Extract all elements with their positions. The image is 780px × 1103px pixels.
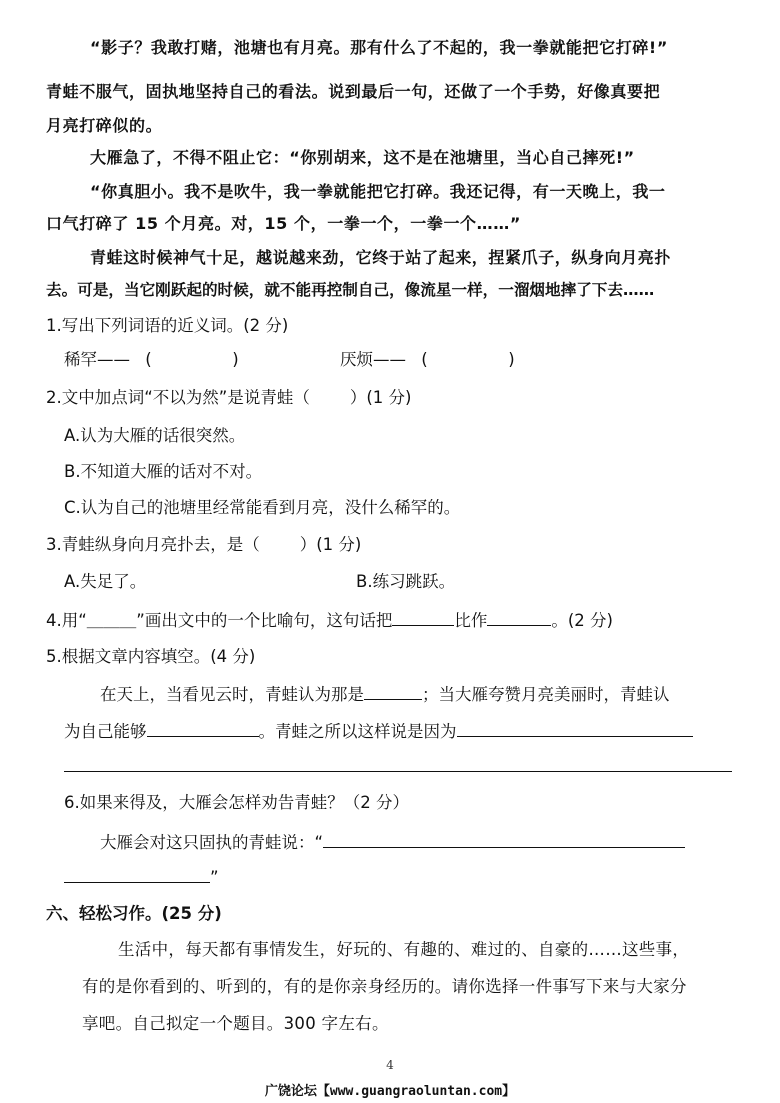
stem-text: 。青蛙之所以这样说是因为 (258, 722, 457, 741)
stem-text: 为自己能够 (64, 722, 147, 741)
close-quote: ” (210, 868, 219, 887)
question-1-words (340, 348, 515, 372)
answer-paren-open: ( (145, 350, 152, 369)
stem-text: ；当大雁夸赞月亮美丽时，青蛙认 (422, 685, 670, 704)
passage-line: “影子？我敢打赌，池塘也有月亮。那有什么了不起的，我一拳就能把它打碎!” (90, 38, 668, 57)
question-1-words (64, 348, 239, 372)
option-b: B.不知道大雁的话对不对。 (64, 462, 263, 481)
section-heading: 六、轻松习作。(25 分) (46, 904, 222, 923)
answer-blank[interactable] (64, 864, 210, 883)
question-2-stem (46, 386, 411, 410)
page-number: 4 (386, 1058, 394, 1072)
option-b: B.练习跳跃。 (356, 572, 456, 591)
stem-text: 2.文中加点词“不以为然”是说青蛙（ (46, 388, 310, 407)
prompt-line: 有的是你看到的、听到的，有的是你亲身经历的。请你选择一件事写下来与大家分 (82, 977, 687, 996)
answer-line[interactable] (64, 771, 732, 772)
stem-text: ）(1 分) (299, 535, 362, 554)
answer-blank[interactable] (457, 718, 693, 737)
answer-paren-close: ) (508, 350, 515, 369)
stem-text: 3.青蛙纵身向月亮扑去，是（ (46, 535, 260, 554)
passage-line: 大雁急了，不得不阻止它：“你别胡来，这不是在池塘里，当心自己摔死!” (90, 148, 635, 167)
passage-line: 去。可是，当它刚跃起的时候，就不能再控制自己，像流星一样，一溜烟地摔了下去…… (46, 281, 655, 299)
question-6-stem: 6.如果来得及，大雁会怎样劝告青蛙？（2 分） (64, 793, 409, 812)
stem-text: 4.用“ (46, 611, 87, 630)
stem-text: 比作 (454, 611, 488, 630)
word-label: 厌烦—— (340, 350, 406, 369)
option-a: A.失足了。 (64, 572, 147, 591)
answer-paren-open: ( (421, 350, 428, 369)
question-5-line (100, 681, 670, 707)
wavy-line-sample: ＿＿＿ (86, 611, 137, 630)
question-4-stem (46, 607, 613, 633)
footer-site-name: 广饶论坛 (264, 1084, 317, 1099)
question-5-line (64, 718, 693, 744)
option-a: A.认为大雁的话很突然。 (64, 426, 246, 445)
answer-blank[interactable] (392, 607, 454, 626)
stem-text: 大雁会对这只固执的青蛙说：“ (100, 833, 324, 852)
passage-line: 口气打碎了 15 个月亮。对，15 个，一拳一个，一拳一个……” (46, 214, 521, 233)
question-6-answer (100, 829, 685, 855)
stem-text: ）(1 分) (349, 388, 412, 407)
answer-blank[interactable] (487, 607, 551, 626)
question-6-answer-cont (64, 864, 219, 890)
answer-blank[interactable] (323, 829, 685, 848)
passage-line: 月亮打碎似的。 (46, 116, 163, 135)
option-c: C.认为自己的池塘里经常能看到月亮，没什么稀罕的。 (64, 498, 461, 517)
passage-line: 青蛙不服气，固执地坚持自己的看法。说到最后一句，还做了一个手势，好像真要把 (46, 82, 661, 101)
answer-blank[interactable] (147, 718, 259, 737)
prompt-line: 享吧。自己拟定一个题目。300 字左右。 (82, 1014, 389, 1033)
question-3-stem (46, 533, 361, 557)
stem-text: 。(2 分) (551, 611, 613, 630)
question-5-stem: 5.根据文章内容填空。(4 分) (46, 647, 256, 666)
answer-paren-close: ) (232, 350, 239, 369)
stem-text: 在天上，当看见云时，青蛙认为那是 (100, 685, 364, 704)
answer-blank[interactable] (364, 681, 422, 700)
question-1-stem: 1.写出下列词语的近义词。(2 分) (46, 316, 289, 335)
prompt-line: 生活中，每天都有事情发生，好玩的、有趣的、难过的、自豪的……这些事， (118, 940, 690, 959)
passage-line: “你真胆小。我不是吹牛，我一拳就能把它打碎。我还记得，有一天晚上，我一 (90, 182, 666, 201)
passage-line: 青蛙这时候神气十足，越说越来劲，它终于站了起来，捏紧爪子，纵身向月亮扑 (90, 248, 672, 267)
word-label: 稀罕—— (64, 350, 130, 369)
footer-watermark (0, 1080, 780, 1099)
footer-url[interactable]: 【www.guangraoluntan.com】 (316, 1084, 516, 1099)
stem-text: ”画出文中的一个比喻句，这句话把 (136, 611, 393, 630)
